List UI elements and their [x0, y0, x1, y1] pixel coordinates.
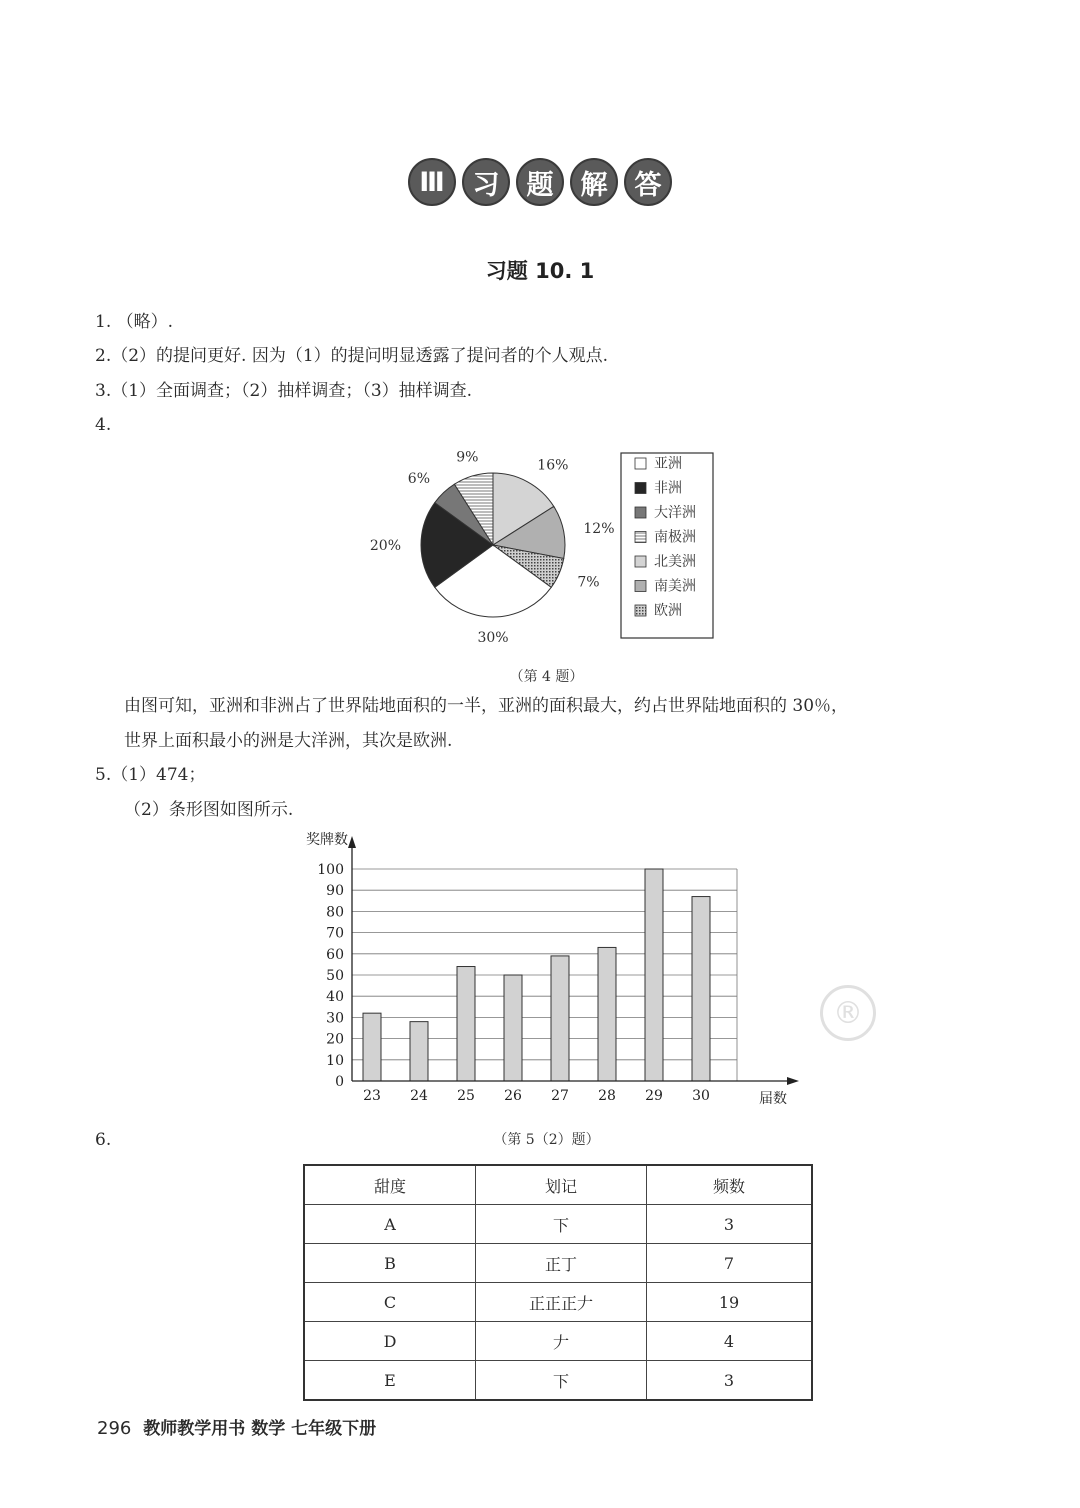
answer-4-text-2: 世界上面积最小的洲是大洋洲，其次是欧洲.	[124, 731, 453, 751]
y-tick-label: 100	[317, 862, 344, 878]
pie-data-label: 9%	[456, 449, 479, 466]
answer-1: 1. （略）.	[95, 312, 174, 332]
bar	[457, 967, 475, 1081]
table-cell: 正正正𠂇	[476, 1283, 647, 1322]
x-tick-label: 30	[692, 1088, 710, 1104]
legend-label: 欧洲	[654, 603, 682, 619]
legend-label: 亚洲	[654, 456, 682, 472]
x-axis-arrow-icon	[787, 1077, 799, 1085]
table-header: 频数	[647, 1165, 813, 1205]
x-tick-label: 26	[504, 1088, 522, 1104]
y-tick-label: 80	[326, 904, 344, 921]
legend-label: 大洋洲	[654, 505, 696, 521]
table-cell: 7	[647, 1244, 813, 1283]
registered-watermark-icon: ®	[820, 985, 876, 1041]
legend-label: 南美洲	[654, 578, 696, 595]
pie-chart	[360, 445, 730, 655]
book-title: 教师教学用书 数学 七年级下册	[143, 1419, 377, 1439]
page-footer	[97, 1414, 376, 1439]
section-title: 习题 10. 1	[485, 259, 595, 283]
table-header: 甜度	[304, 1165, 476, 1205]
bar	[363, 1013, 381, 1081]
x-tick-label: 28	[598, 1088, 616, 1104]
y-tick-label: 0	[335, 1074, 344, 1090]
bar-chart	[290, 828, 810, 1118]
bar	[410, 1022, 428, 1081]
bar	[504, 975, 522, 1081]
table-header: 划记	[476, 1165, 647, 1205]
pie-data-label: 30%	[477, 630, 509, 646]
pie-data-label: 12%	[583, 520, 615, 537]
table-cell: D	[304, 1322, 476, 1361]
table-cell: 下	[476, 1361, 647, 1401]
legend-swatch	[635, 532, 646, 543]
answer-4-text-1: 由图可知，亚洲和非洲占了世界陆地面积的一半，亚洲的面积最大，约占世界陆地面积的 30％，	[124, 696, 849, 716]
y-tick-label: 10	[326, 1052, 344, 1069]
table-cell: E	[304, 1361, 476, 1401]
legend-label: 南极洲	[654, 529, 696, 546]
table-cell: 下	[476, 1205, 647, 1244]
y-axis-label: 奖牌数	[306, 832, 348, 848]
table-cell: A	[304, 1205, 476, 1244]
y-tick-label: 90	[326, 883, 344, 900]
legend-swatch	[635, 458, 646, 469]
page-number: 296	[97, 1418, 132, 1439]
y-tick-label: 40	[326, 989, 344, 1006]
y-tick-label: 20	[326, 1031, 344, 1048]
pie-data-label: 7%	[577, 574, 600, 591]
x-axis-label: 届数	[759, 1091, 787, 1107]
x-tick-label: 24	[410, 1088, 428, 1104]
x-tick-label: 27	[551, 1088, 569, 1104]
banner-char: Ⅲ	[408, 158, 456, 206]
bar-caption: （第 5（2）题）	[493, 1132, 600, 1148]
x-tick-label: 25	[457, 1088, 475, 1104]
table-cell: 19	[647, 1283, 813, 1322]
table-cell: 𠂇	[476, 1322, 647, 1361]
table-row	[304, 1283, 812, 1322]
y-tick-label: 50	[326, 968, 344, 984]
table-cell: B	[304, 1244, 476, 1283]
banner-char: 题	[516, 158, 564, 206]
legend-swatch	[635, 483, 646, 494]
answer-5-1: 5.（1）474；	[95, 765, 206, 785]
pie-data-label: 20%	[369, 538, 401, 554]
frequency-table	[303, 1164, 813, 1401]
legend-swatch	[635, 581, 646, 592]
banner-char: 习	[462, 158, 510, 206]
answer-4-label: 4.	[95, 415, 112, 435]
banner-char: 解	[570, 158, 618, 206]
table-row	[304, 1322, 812, 1361]
answer-3: 3.（1）全面调查；（2）抽样调查；（3）抽样调查.	[95, 381, 473, 401]
answer-2: 2.（2）的提问更好. 因为（1）的提问明显透露了提问者的个人观点.	[95, 346, 609, 366]
y-tick-label: 70	[326, 925, 344, 942]
legend-label: 北美洲	[654, 554, 696, 570]
x-tick-label: 29	[645, 1088, 663, 1104]
y-axis-arrow-icon	[348, 836, 356, 848]
x-tick-label: 23	[363, 1088, 381, 1104]
pie-data-label: 6%	[407, 470, 430, 487]
legend-label: 非洲	[654, 480, 682, 497]
pie-caption: （第 4 题）	[509, 669, 584, 685]
bar	[598, 947, 616, 1081]
table-cell: 4	[647, 1322, 813, 1361]
table-cell: C	[304, 1283, 476, 1322]
legend-swatch	[635, 556, 646, 567]
table-header-row	[304, 1165, 812, 1205]
section-banner	[0, 158, 1080, 210]
table-row	[304, 1244, 812, 1283]
banner-char: 答	[624, 158, 672, 206]
bar	[551, 956, 569, 1081]
legend-swatch	[635, 507, 646, 518]
pie-data-label: 16%	[537, 457, 569, 474]
table-cell: 3	[647, 1205, 813, 1244]
table-row	[304, 1361, 812, 1401]
y-tick-label: 60	[326, 946, 344, 963]
answer-5-2: （2）条形图如图所示.	[124, 800, 294, 820]
table-cell: 3	[647, 1361, 813, 1401]
table-row	[304, 1205, 812, 1244]
answer-6-label: 6.	[95, 1130, 112, 1150]
bar	[692, 897, 710, 1081]
bar	[645, 869, 663, 1081]
legend-swatch	[635, 605, 646, 616]
table-cell: 正丁	[476, 1244, 647, 1283]
y-tick-label: 30	[326, 1010, 344, 1027]
